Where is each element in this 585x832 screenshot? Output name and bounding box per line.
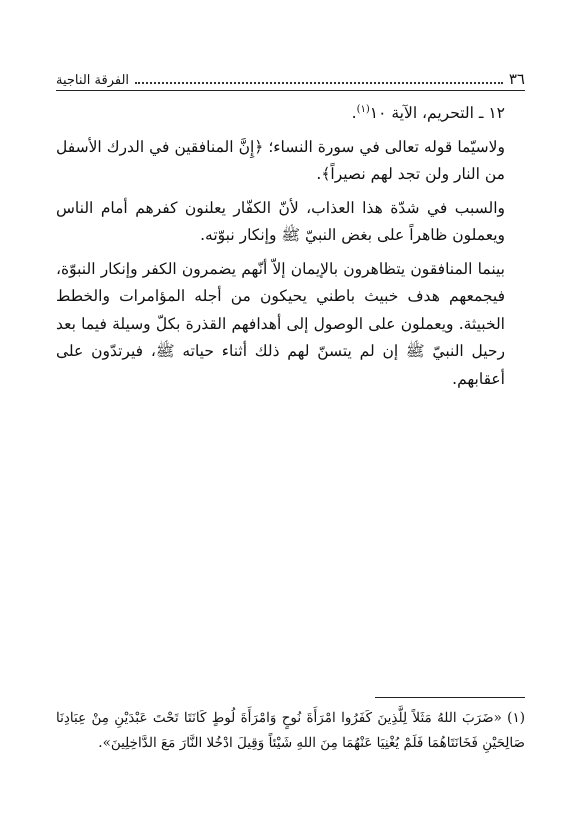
page-number: ٣٦ [508, 70, 525, 88]
footnote [56, 706, 525, 756]
body-text [56, 96, 525, 399]
paragraph-4: بينما المنافقون يتظاهرون بالإيمان إلاّ أنّهم يضمرون الكفر وإنكار النبوّة، فيجمعهم هدف خبيث باطني يحيكون من أجله المؤامرات والخطط الخبيثة. ويعملون على الوصول إلى أهدافهم القذرة بكلّ وسيلة فيما بعد رحيل النبيّ ﷺ إن لم يتسنّ لهم ذلك أثناء حياته ﷺ، فيرتدّون على أعقابهم. [56, 259, 505, 388]
paragraph-3: والسبب في شدّة هذا العذاب، لأنّ الكفّار يعلنون كفرهم أمام الناس ويعملون ظاهراً على بغض النبيّ ﷺ وإنكار نبوّته. [56, 198, 505, 245]
paragraph-1 [56, 96, 525, 128]
paragraph-1-text: ١٢ ـ التحريم، الآية ١٠ [369, 104, 505, 123]
paragraph-2: ولاسيّما قوله تعالى في سورة النساء؛ ﴿إِنَّ المنافقين في الدرك الأسفل من النار ولن تجد لهم نصيراً﴾. [56, 137, 505, 184]
header-dot-leader [135, 82, 503, 84]
footnote-reference: (١) [356, 104, 370, 115]
footnote-text: (١) «ضَرَبَ اللهُ مَثَلاً لِلَّذِينَ كَفَرُوا امْرَأَةَ نُوحٍ وَامْرَأَةَ لُوطٍ كَانَتَا تَحْتَ عَبْدَيْنِ مِنْ عِبَادِنَا صَالِحَيْنِ فَخَانَتَاهُمَا فَلَمْ يُغْنِيَا عَنْهُمَا مِنَ اللهِ شَيْئاً وَقِيلَ ادْخُلا النَّارَ مَعَ الدَّاخِلِينَ». [56, 710, 525, 751]
paragraph-1-end: . [351, 104, 357, 123]
book-title: الفرقة الناجية [56, 73, 130, 88]
footnote-divider [375, 697, 525, 698]
running-header [56, 62, 525, 91]
